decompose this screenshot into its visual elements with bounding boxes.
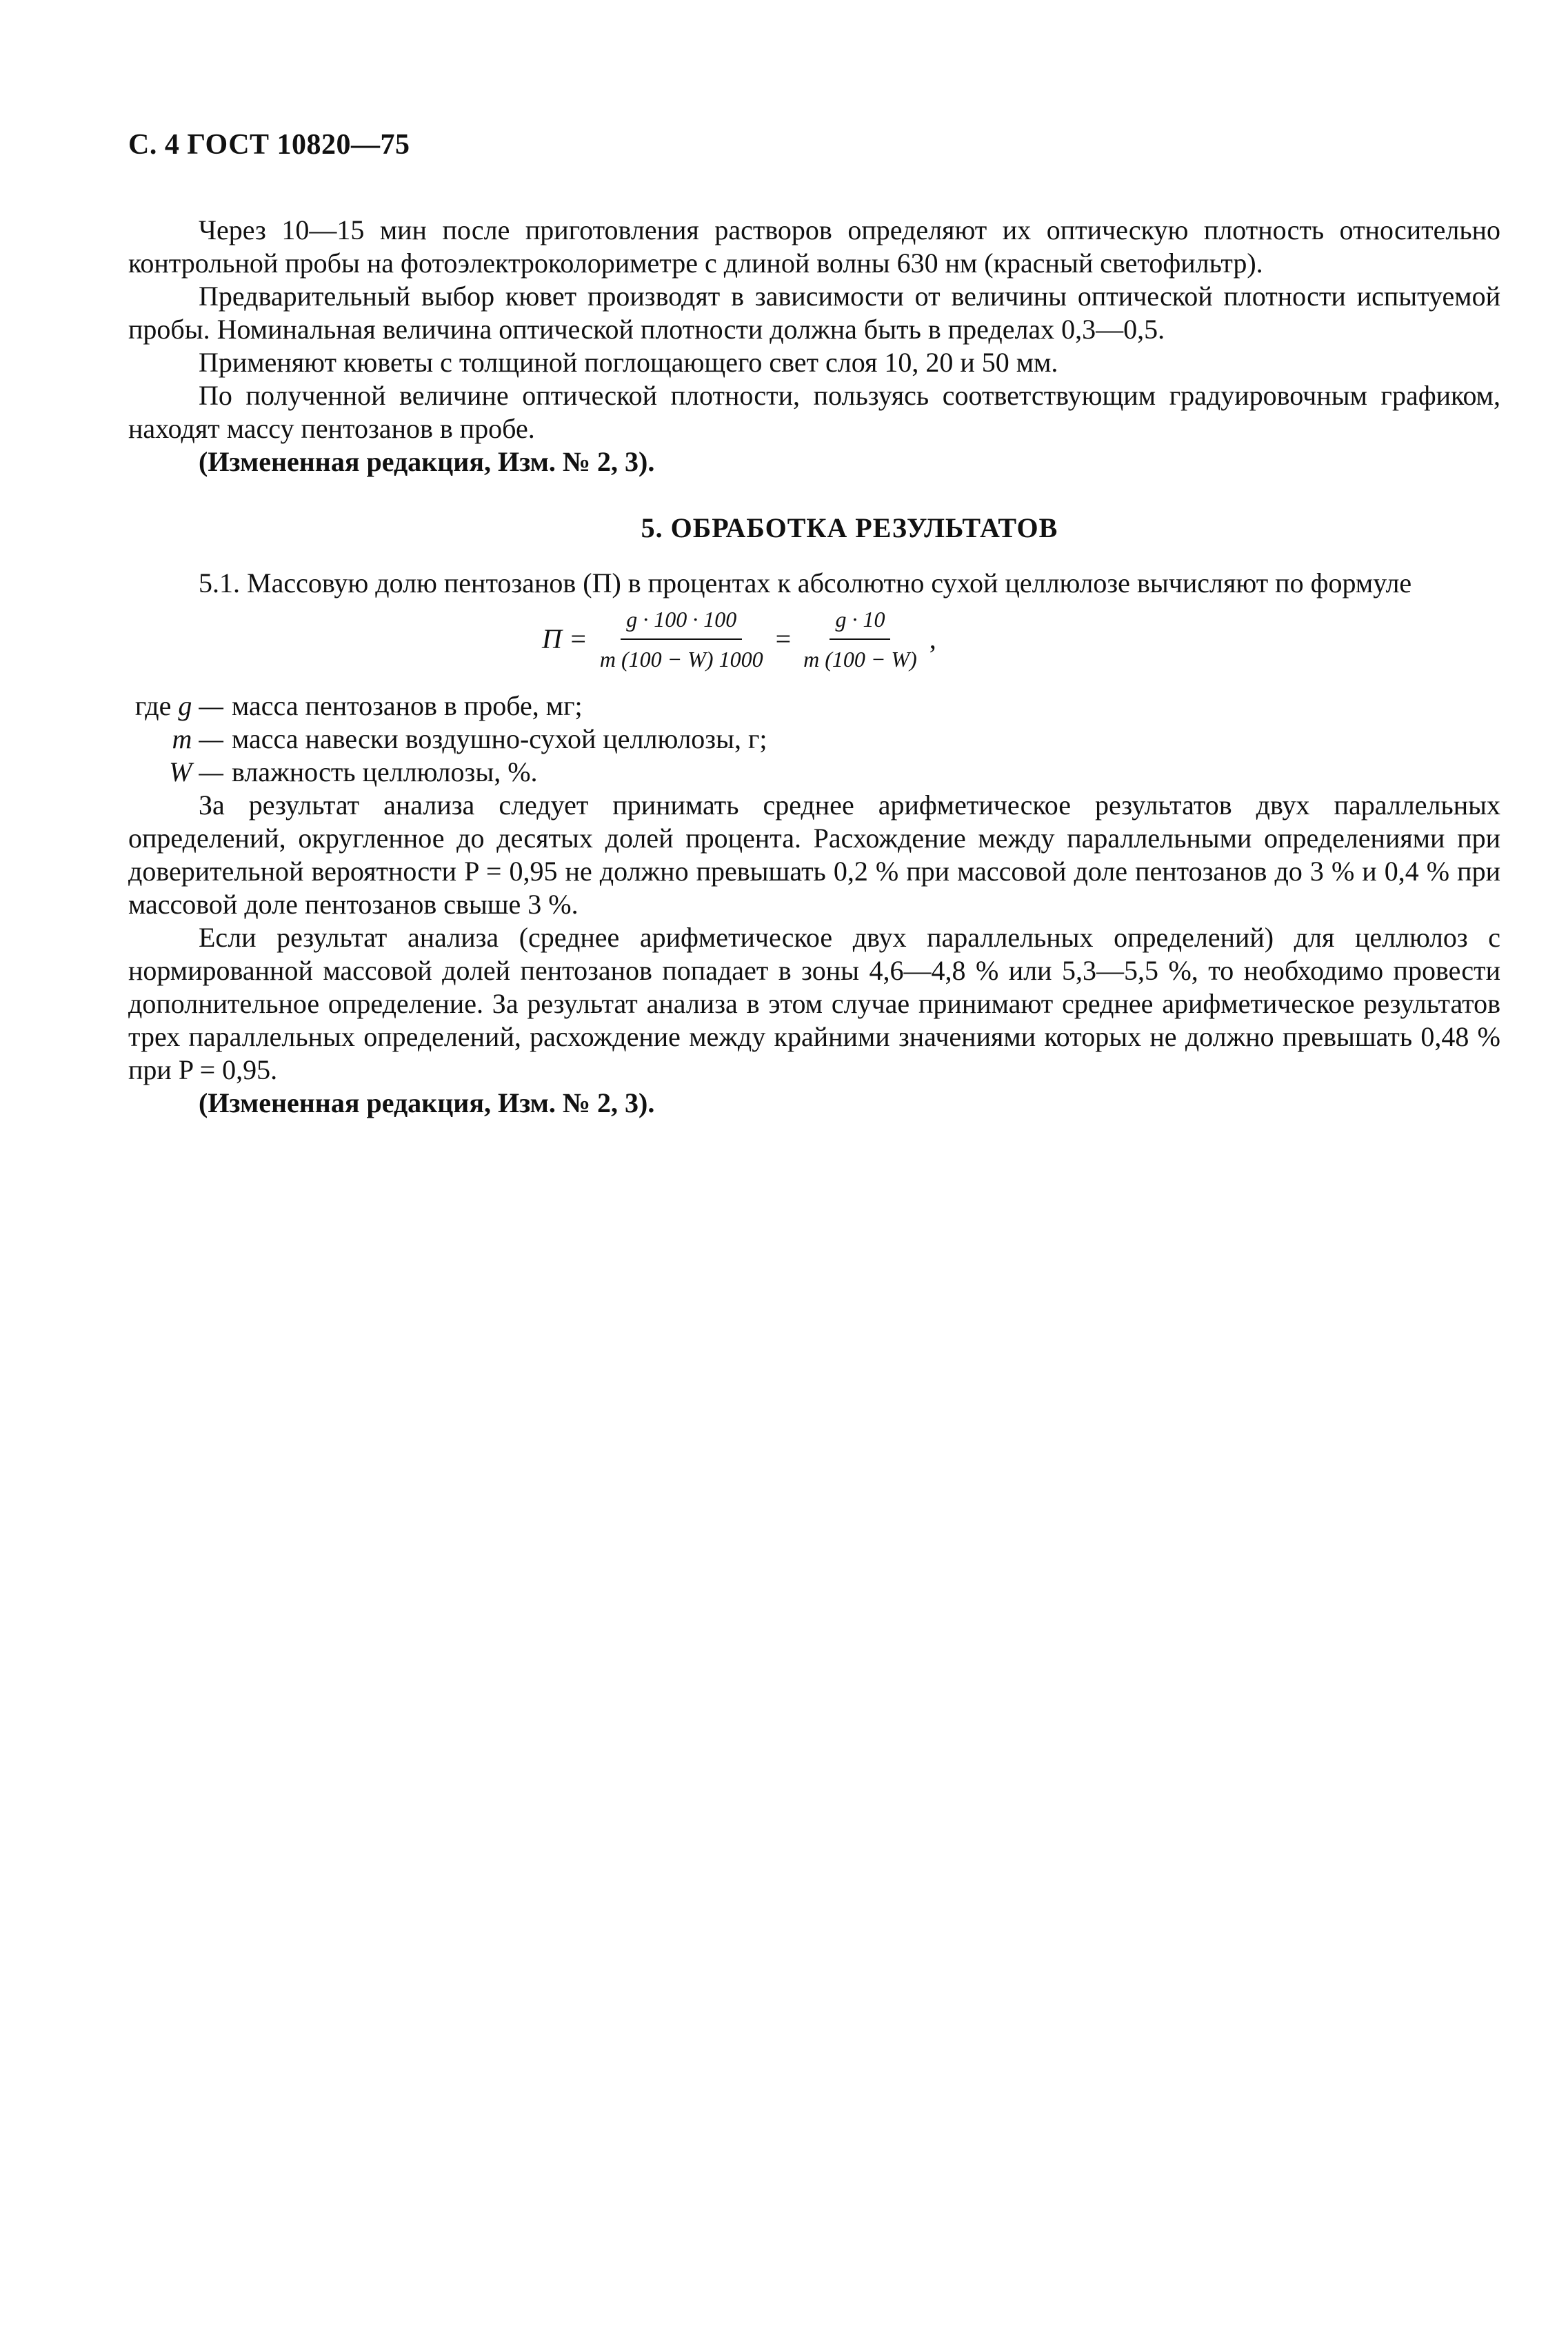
where-row bbox=[128, 723, 1500, 756]
where-text: масса пентозанов в пробе, мг; bbox=[232, 690, 583, 721]
paragraph: По полученной величине оптической плотности, пользуясь соответствующим градуировочным графиком, находят массу пентозанов в пробе. bbox=[128, 380, 1500, 444]
where-symbol-text: g — bbox=[178, 690, 223, 721]
where-prefix: где bbox=[134, 690, 172, 721]
where-symbol: m — bbox=[172, 723, 223, 754]
formula-equals: = bbox=[775, 623, 792, 654]
amendment-note: (Измененная редакция, Изм. № 2, 3). bbox=[199, 1087, 655, 1118]
paragraph: Применяют кюветы с толщиной поглощающего свет слоя 10, 20 и 50 мм. bbox=[199, 347, 1058, 378]
where-text: влажность целлюлозы, %. bbox=[232, 756, 538, 787]
paragraph: Через 10—15 мин после приготовления растворов определяют их оптическую плотность относительно контрольной пробы на фотоэлектроколориметре с длиной волны 630 нм (красный светофильтр). bbox=[128, 214, 1500, 279]
formula-denominator-2: m (100 − W) bbox=[803, 647, 917, 672]
page-header: С. 4 ГОСТ 10820—75 bbox=[128, 129, 410, 161]
document-body bbox=[128, 214, 1500, 1120]
formula-lhs: П = bbox=[542, 623, 587, 654]
formula-fraction-2 bbox=[798, 603, 923, 676]
formula-tail: , bbox=[929, 623, 936, 654]
where-row bbox=[128, 690, 1500, 723]
amendment-note: (Измененная редакция, Изм. № 2, 3). bbox=[199, 446, 655, 477]
paragraph: Если результат анализа (среднее арифметическое двух параллельных определений) для целлюлоз с нормированной массовой долей пентозанов попадает в зоны 4,6—4,8 % или 5,3—5,5 %, то необходимо провести дополнительное определение. За результат анализа в этом случае принимают среднее арифметическое результатов трех параллельных определений, расхождение между крайними значениями которых не должно превышать 0,48 % при P = 0,95. bbox=[128, 922, 1500, 1085]
formula-numerator-1: g · 100 · 100 bbox=[621, 603, 742, 640]
formula bbox=[542, 603, 936, 676]
formula-denominator-1: m (100 − W) 1000 bbox=[599, 647, 763, 672]
paragraph: 5.1. Массовую долю пентозанов (П) в процентах к абсолютно сухой целлюлозе вычисляют по формуле bbox=[199, 567, 1412, 598]
formula-numerator-2: g · 10 bbox=[830, 603, 890, 640]
where-row bbox=[128, 756, 1500, 789]
where-symbol: W — bbox=[169, 756, 223, 787]
formula-block bbox=[128, 600, 1500, 690]
section-title: 5. ОБРАБОТКА РЕЗУЛЬТАТОВ bbox=[641, 512, 1058, 543]
where-symbol bbox=[128, 690, 232, 723]
paragraph: За результат анализа следует принимать среднее арифметическое результатов двух параллельных определений, округленное до десятых долей процента. Расхождение между параллельными определениями при доверительной вероятности P = 0,95 не должно превышать 0,2 % при массовой доле пентозанов до 3 % и 0,4 % при массовой доле пентозанов свыше 3 %. bbox=[128, 789, 1500, 920]
where-text: масса навески воздушно-сухой целлюлозы, г; bbox=[232, 723, 767, 754]
paragraph: Предварительный выбор кювет производят в зависимости от величины оптической плотности испытуемой пробы. Номинальная величина оптической плотности должна быть в пределах 0,3—0,5. bbox=[128, 281, 1500, 345]
formula-fraction-1 bbox=[594, 603, 769, 676]
